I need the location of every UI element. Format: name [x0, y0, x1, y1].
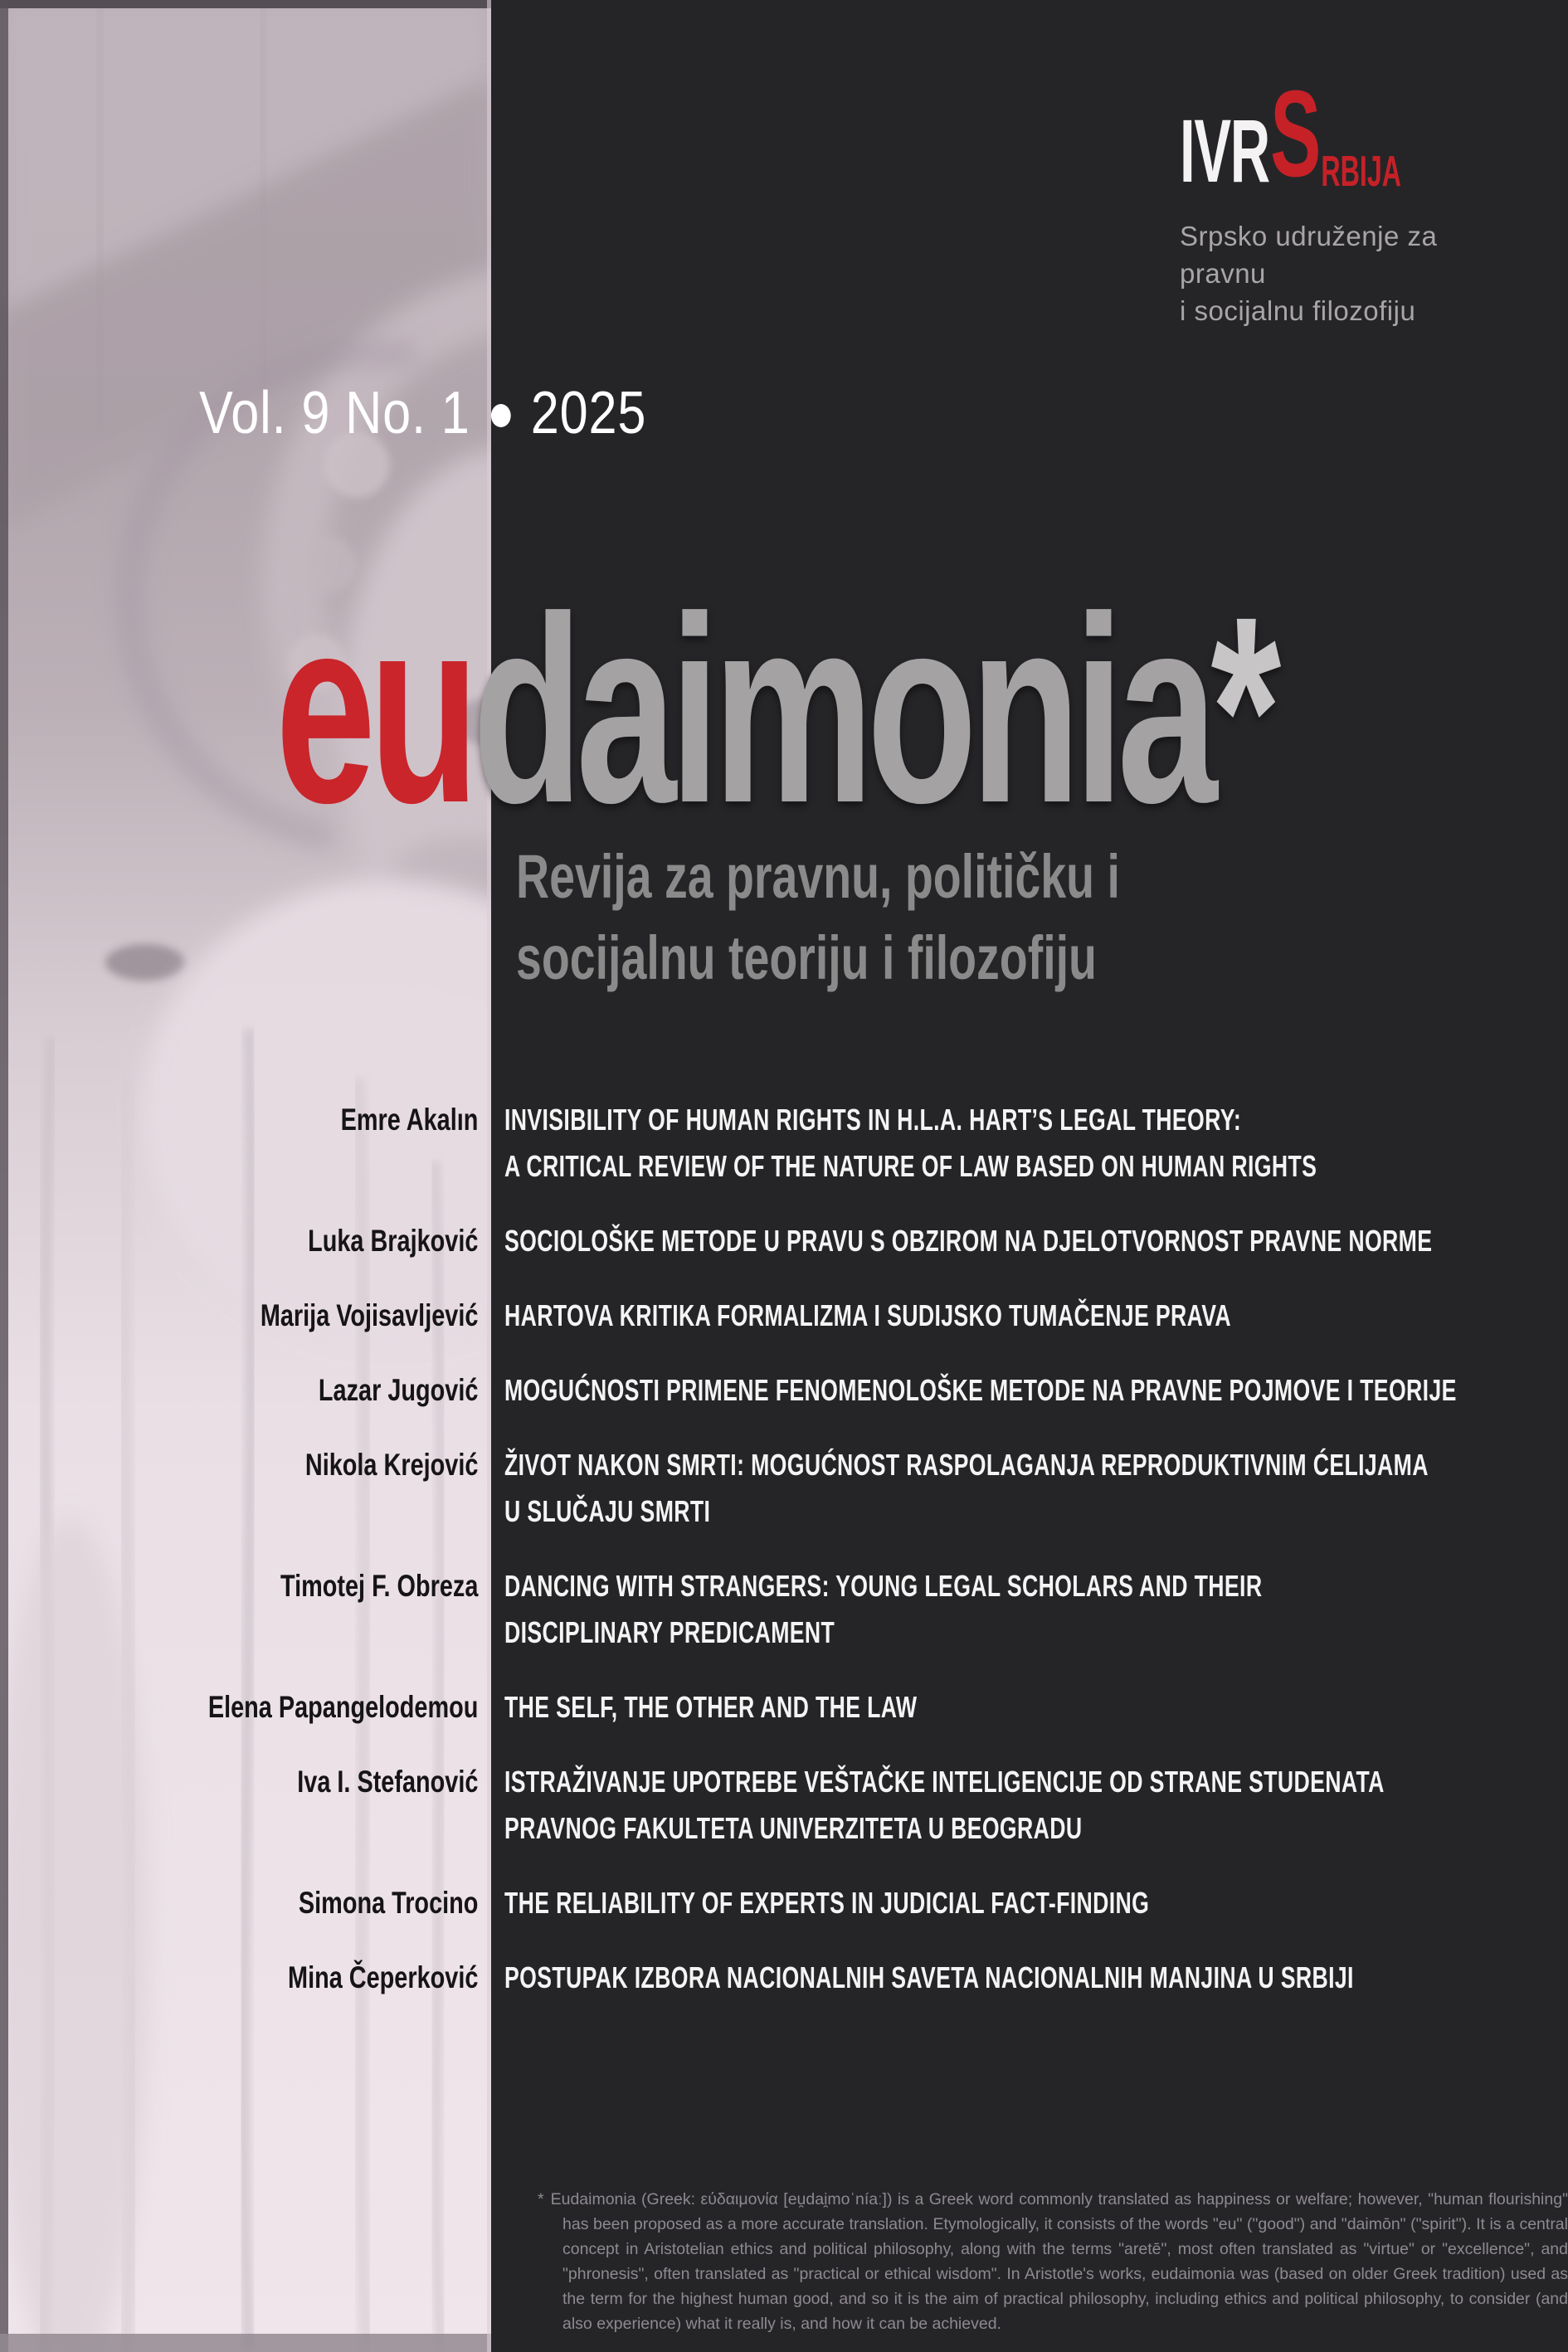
toc-row: [0, 1293, 1568, 1339]
toc-list: [0, 1097, 1568, 2029]
journal-subtitle-line2: socijalnu teoriju i filozofiju: [516, 923, 1097, 992]
ivr-srbija-logo: [1180, 66, 1402, 202]
publisher-name: [1180, 217, 1528, 329]
article-title: [491, 1442, 1568, 1535]
publisher-name-line2: i socijalnu filozofiju: [1180, 295, 1416, 326]
article-title-line: MOGUĆNOSTI PRIMENE FENOMENOLOŠKE METODE NA PRAVNE POJMOVE I TEORIJE: [504, 1373, 1457, 1407]
author-name: Nikola Krejović: [304, 1448, 479, 1482]
author-name: Timotej F. Obreza: [280, 1569, 479, 1603]
journal-subtitle: [516, 836, 1120, 999]
article-title-line: DISCIPLINARY PREDICAMENT: [504, 1615, 835, 1649]
author-name: Simona Trocino: [298, 1886, 479, 1920]
article-title: [491, 1293, 1568, 1339]
toc-row: [0, 1759, 1568, 1852]
toc-row: [0, 1684, 1568, 1731]
author-name: Luka Brajković: [308, 1224, 479, 1258]
toc-row: [0, 1218, 1568, 1264]
journal-title-daimonia: daimonia: [472, 561, 1211, 858]
footnote-text: Eudaimonia (Greek: εύδαιμονία [eu̯dai̯moˈníaː]) is a Greek word commonly translated as happiness or welfare; however, "human flourishing" has been proposed as a more accurate translation. Etymologically, it consists of the words "eu" ("good") and "daimōn" ("spirit"). It is a central concept in Aristotelian ethics and political philosophy, along with the terms "aretē", most often translated as "virtue" or "excellence", and "phronesis", often translated as "practical or ethical wisdom". In Aristotle's works, eudaimonia was (based on older Greek tradition) used as the term for the highest human good, and so it is the aim of practical philosophy, including ethics and political philosophy, to consider (and also experience) what it really is, and how it can be achieved.: [550, 2190, 1568, 2333]
logo-ivr-text: IVR: [1180, 100, 1269, 201]
article-title: [491, 1367, 1568, 1414]
article-title: [491, 1880, 1568, 1926]
journal-title: [275, 561, 1275, 858]
logo-rbija-text: RBIJA: [1321, 148, 1402, 196]
publisher-name-line1: Srpsko udruženje za pravnu: [1180, 221, 1438, 289]
author-name: Iva I. Stefanović: [297, 1765, 479, 1799]
journal-title-eu: eu: [275, 561, 473, 858]
author-name: Marija Vojisavljević: [260, 1298, 479, 1332]
issue-line: [199, 380, 647, 446]
article-title: [491, 1955, 1568, 2001]
article-title: [491, 1684, 1568, 1731]
article-title: [491, 1759, 1568, 1852]
article-title-line: A CRITICAL REVIEW OF THE NATURE OF LAW BASED ON HUMAN RIGHTS: [504, 1149, 1317, 1183]
publisher-logo: [1180, 66, 1528, 329]
issue-year: 2025: [530, 380, 647, 446]
article-title: [491, 1097, 1568, 1190]
author-name: Emre Akalın: [340, 1103, 479, 1137]
article-title-line: SOCIOLOŠKE METODE U PRAVU S OBZIROM NA DJELOTVORNOST PRAVNE NORME: [504, 1224, 1433, 1258]
article-title-line: DANCING WITH STRANGERS: YOUNG LEGAL SCHOLARS AND THEIR: [504, 1569, 1263, 1603]
toc-row: [0, 1563, 1568, 1656]
bullet-dot: [491, 404, 511, 427]
article-title-line: PRAVNOG FAKULTETA UNIVERZITETA U BEOGRADU: [504, 1811, 1083, 1845]
journal-title-asterisk: *: [1210, 561, 1275, 858]
article-title-line: HARTOVA KRITIKA FORMALIZMA I SUDIJSKO TUMAČENJE PRAVA: [504, 1298, 1232, 1332]
toc-row: [0, 1442, 1568, 1535]
article-title-line: POSTUPAK IZBORA NACIONALNIH SAVETA NACIONALNIH MANJINA U SRBIJI: [504, 1960, 1354, 1994]
article-title-line: INVISIBILITY OF HUMAN RIGHTS IN H.L.A. HART’S LEGAL THEORY:: [504, 1103, 1242, 1137]
article-title-line: THE RELIABILITY OF EXPERTS IN JUDICIAL FACT-FINDING: [504, 1886, 1150, 1920]
eudaimonia-footnote: [538, 2187, 1568, 2336]
toc-row: [0, 1367, 1568, 1414]
footnote-marker: *: [538, 2190, 544, 2208]
article-title-line: U SLUČAJU SMRTI: [504, 1494, 711, 1528]
article-title-line: ŽIVOT NAKON SMRTI: MOGUĆNOST RASPOLAGANJA REPRODUKTIVNIM ĆELIJAMA: [504, 1448, 1429, 1482]
article-title-line: ISTRAŽIVANJE UPOTREBE VEŠTAČKE INTELIGENCIJE OD STRANE STUDENATA: [504, 1765, 1385, 1799]
article-title-line: THE SELF, THE OTHER AND THE LAW: [504, 1690, 918, 1724]
author-name: Elena Papangelodemou: [207, 1690, 479, 1724]
author-name: Mina Čeperković: [288, 1960, 479, 1994]
author-name: Lazar Jugović: [318, 1373, 479, 1407]
logo-s-text: S: [1270, 66, 1321, 202]
journal-subtitle-line1: Revija za pravnu, političku i: [516, 842, 1120, 911]
toc-row: [0, 1955, 1568, 2001]
toc-row: [0, 1880, 1568, 1926]
article-title: [491, 1563, 1568, 1656]
toc-row: [0, 1097, 1568, 1190]
volume-number: Vol. 9 No. 1: [199, 380, 470, 446]
article-title: [491, 1218, 1568, 1264]
